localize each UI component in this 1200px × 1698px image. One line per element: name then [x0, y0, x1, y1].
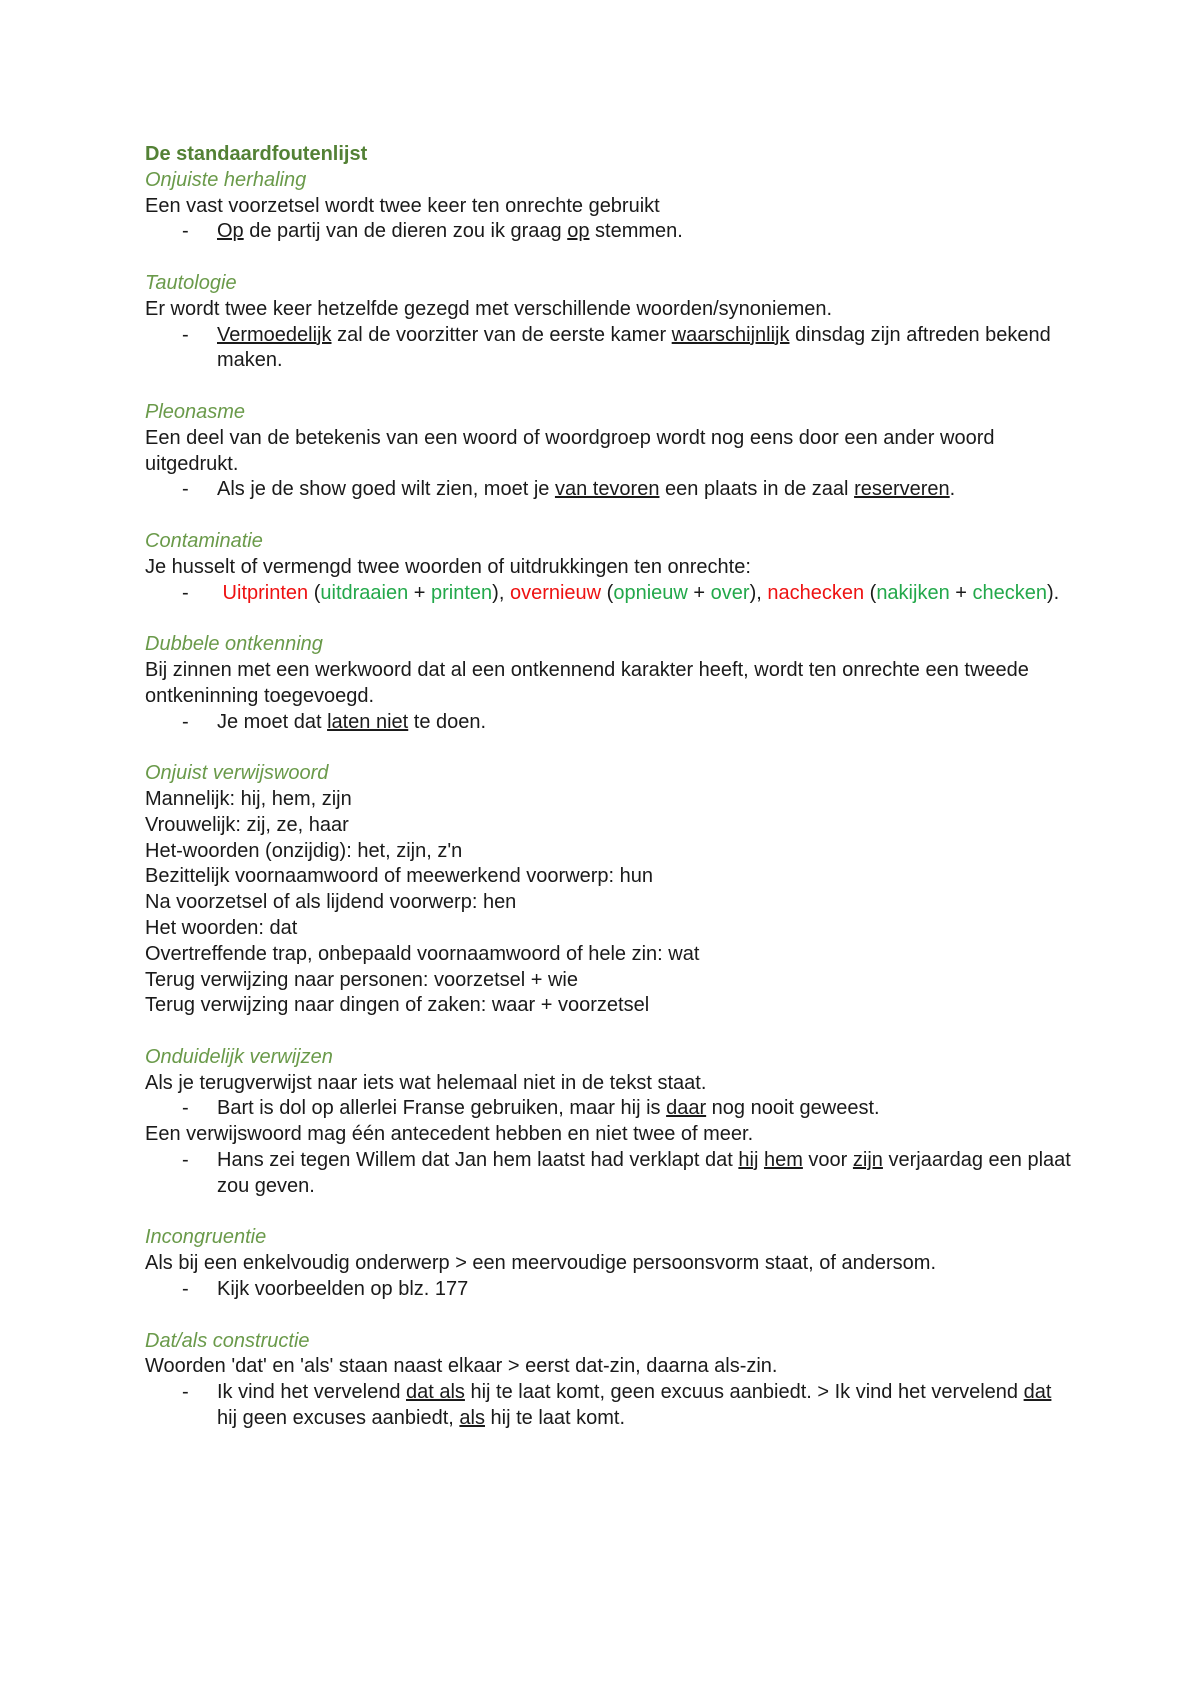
example-text: .: [949, 478, 956, 501]
example-text: verjaardag een plaat zou geven.: [217, 1149, 1071, 1197]
source-word: uitdraaien: [320, 581, 409, 604]
punctuation: ),: [749, 581, 768, 604]
section-heading: Onduidelijk verwijzen: [145, 1045, 333, 1068]
example-text: Hans zei tegen Willem dat Jan hem laatst had verklapt dat: [217, 1149, 739, 1172]
example-bullet: [145, 1380, 1075, 1432]
section-text: Een verwijswoord mag één antecedent hebben en niet twee of meer.: [145, 1123, 754, 1146]
underlined-word: waarschijnlijk: [671, 323, 790, 346]
underlined-word: daar: [666, 1097, 707, 1120]
example-text: dinsdag zijn aftreden bekend maken.: [217, 323, 1051, 372]
punctuation: +: [687, 581, 711, 604]
punctuation: ).: [1047, 581, 1060, 604]
section-tautologie: [145, 271, 1075, 374]
section-heading: Incongruentie: [145, 1226, 267, 1249]
section-text: Bij zinnen met een werkwoord dat al een ontkennend karakter heeft, wordt ten onrechte een tweede ontkeninning toegevoegd.: [145, 658, 1029, 707]
section-heading: Onjuiste herhaling: [145, 168, 307, 191]
wrong-word: Uitprinten: [217, 581, 309, 604]
section-text: Woorden 'dat' en 'als' staan naast elkaar > eerst dat-zin, daarna als-zin.: [145, 1355, 778, 1378]
section-text: Een vast voorzetsel wordt twee keer ten onrechte gebruikt: [145, 194, 660, 217]
example-text: nog nooit geweest.: [706, 1097, 880, 1120]
rule-line: Het-woorden (onzijdig): het, zijn, z'n: [145, 839, 463, 862]
punctuation: +: [408, 581, 432, 604]
dash-marker: -: [182, 220, 189, 243]
example-text: Bart is dol op allerlei Franse gebruiken, maar hij is: [217, 1097, 667, 1120]
rule-line: Overtreffende trap, onbepaald voornaamwoord of hele zin: wat: [145, 942, 700, 965]
wrong-word: overnieuw: [509, 581, 602, 604]
underlined-word: hem: [763, 1149, 803, 1172]
section-heading: Tautologie: [145, 271, 237, 294]
example-text: te doen.: [408, 710, 487, 733]
example-bullet: [145, 219, 1075, 245]
document-title: De standaardfoutenlijst: [145, 143, 368, 165]
section-text: Een deel van de betekenis van een woord of woordgroep wordt nog eens door een ander woord uitgedrukt.: [145, 426, 995, 475]
example-bullet: [145, 477, 1075, 503]
example-bullet: [145, 1148, 1075, 1200]
example-text: een plaats in de zaal: [659, 478, 855, 501]
section-heading: Dubbele ontkenning: [145, 633, 323, 656]
dash-marker: -: [182, 1097, 189, 1120]
dash-marker: -: [182, 710, 189, 733]
punctuation: (: [601, 581, 614, 604]
rule-line: Terug verwijzing naar dingen of zaken: waar + voorzetsel: [145, 994, 650, 1017]
example-text: hij te laat komt.: [484, 1407, 626, 1430]
section-incongruentie: [145, 1225, 1075, 1302]
example-bullet: [145, 1096, 1075, 1122]
example-bullet: [145, 323, 1075, 375]
section-dat-als-constructie: [145, 1329, 1075, 1432]
underlined-word: zijn: [852, 1149, 883, 1172]
rule-line: Vrouwelijk: zij, ze, haar: [145, 813, 349, 836]
wrong-word: nachecken: [767, 581, 865, 604]
rule-line: Bezittelijk voornaamwoord of meewerkend voorwerp: hun: [145, 865, 654, 888]
example-text: de partij van de dieren zou ik graag: [243, 220, 568, 243]
section-onjuiste-herhaling: [145, 168, 1075, 245]
rule-line: Na voorzetsel of als lijdend voorwerp: hen: [145, 891, 517, 914]
source-word: over: [710, 581, 750, 604]
punctuation: (: [864, 581, 877, 604]
underlined-word: Op: [217, 220, 244, 243]
example-text: voor: [802, 1149, 853, 1172]
rule-line: Mannelijk: hij, hem, zijn: [145, 787, 352, 810]
section-contaminatie: [145, 529, 1075, 606]
section-dubbele-ontkenning: [145, 632, 1075, 735]
section-text: Als bij een enkelvoudig onderwerp > een meervoudige persoonsvorm staat, of andersom.: [145, 1252, 937, 1275]
section-heading: Pleonasme: [145, 400, 246, 423]
underlined-word: reserveren: [854, 478, 950, 501]
dash-marker: -: [182, 1149, 189, 1172]
section-onduidelijk-verwijzen: [145, 1045, 1075, 1200]
section-heading: Dat/als constructie: [145, 1329, 310, 1352]
section-heading: Onjuist verwijswoord: [145, 762, 329, 785]
rule-line: Het woorden: dat: [145, 916, 298, 939]
source-word: checken: [972, 581, 1047, 604]
punctuation: (: [308, 581, 321, 604]
underlined-word: dat: [1023, 1381, 1052, 1404]
section-onjuist-verwijswoord: [145, 761, 1075, 1019]
dash-marker: -: [182, 478, 189, 501]
example-bullet: [145, 710, 1075, 736]
punctuation: ),: [492, 581, 510, 604]
section-heading: Contaminatie: [145, 529, 263, 552]
document-page: [145, 142, 1075, 1458]
underlined-word: dat als: [406, 1381, 465, 1404]
dash-marker: -: [182, 1381, 189, 1404]
example-text: Kijk voorbeelden op blz. 177: [217, 1278, 469, 1301]
example-text: hij te laat komt, geen excuus aanbiedt. > Ik vind het vervelend: [464, 1381, 1024, 1404]
section-text: Je husselt of vermengd twee woorden of uitdrukkingen ten onrechte:: [145, 555, 751, 578]
dash-marker: -: [182, 1278, 189, 1301]
underlined-word: laten niet: [327, 710, 409, 733]
example-text: Ik vind het vervelend: [217, 1381, 406, 1404]
example-text: hij geen excuses aanbiedt,: [217, 1407, 460, 1430]
underlined-word: op: [567, 220, 590, 243]
section-text: Er wordt twee keer hetzelfde gezegd met verschillende woorden/synoniemen.: [145, 297, 833, 320]
source-word: nakijken: [876, 581, 950, 604]
dash-marker: -: [182, 581, 189, 604]
underlined-word: hij: [738, 1149, 759, 1172]
example-bullet: [145, 1277, 1075, 1303]
rule-line: Terug verwijzing naar personen: voorzetsel + wie: [145, 968, 578, 991]
punctuation: +: [949, 581, 973, 604]
dash-marker: -: [182, 323, 189, 346]
example-text: Als je de show goed wilt zien, moet je: [217, 478, 555, 501]
example-bullet: [145, 581, 1075, 607]
example-text: zal de voorzitter van de eerste kamer: [331, 323, 672, 346]
source-word: opnieuw: [613, 581, 688, 604]
section-pleonasme: [145, 400, 1075, 503]
underlined-word: van tevoren: [554, 478, 660, 501]
source-word: printen: [431, 581, 493, 604]
example-text: stemmen.: [589, 220, 683, 243]
section-text: Als je terugverwijst naar iets wat helemaal niet in de tekst staat.: [145, 1071, 707, 1094]
underlined-word: Vermoedelijk: [217, 323, 332, 346]
example-text: Je moet dat: [217, 710, 328, 733]
underlined-word: als: [459, 1407, 485, 1430]
